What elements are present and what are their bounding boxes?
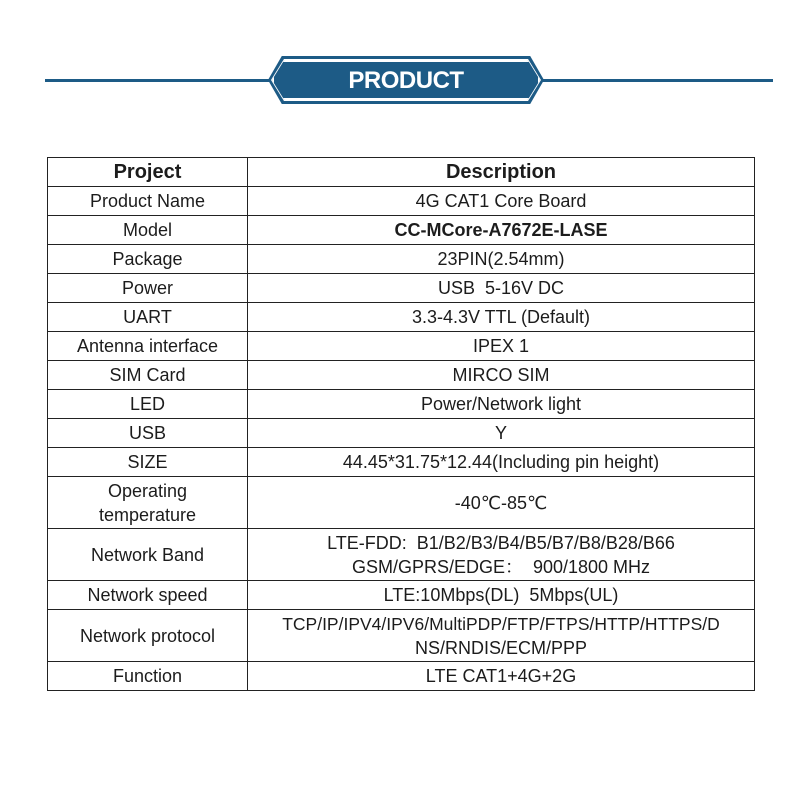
row-description-cell: MIRCO SIM xyxy=(248,361,755,390)
row-project-cell: Network speed xyxy=(48,581,248,610)
table-row xyxy=(48,245,755,274)
row-description-cell: 4G CAT1 Core Board xyxy=(248,187,755,216)
row-project-cell: Antenna interface xyxy=(48,332,248,361)
row-description-cell: IPEX 1 xyxy=(248,332,755,361)
row-project-cell: SIZE xyxy=(48,448,248,477)
table-row xyxy=(48,303,755,332)
table-row xyxy=(48,216,755,245)
row-description-cell: 44.45*31.75*12.44(Including pin height) xyxy=(248,448,755,477)
description-line: TCP/IP/IPV4/IPV6/MultiPDP/FTP/FTPS/HTTP/HTTPS/D xyxy=(282,613,720,634)
column-header-description: Description xyxy=(248,158,755,187)
table-row xyxy=(48,662,755,691)
row-project-cell: Network Band xyxy=(48,529,248,581)
row-project-cell: Product Name xyxy=(48,187,248,216)
column-header-project: Project xyxy=(48,158,248,187)
row-project-cell: Model xyxy=(48,216,248,245)
table-row xyxy=(48,477,755,529)
page-title: PRODUCT PARAMETERS xyxy=(325,67,487,144)
row-project-cell: SIM Card xyxy=(48,361,248,390)
table-row xyxy=(48,274,755,303)
row-project-cell: UART xyxy=(48,303,248,332)
table-row xyxy=(48,448,755,477)
row-description-cell xyxy=(248,610,755,662)
row-project-cell: Function xyxy=(48,662,248,691)
row-project-cell: Power xyxy=(48,274,248,303)
table-row xyxy=(48,187,755,216)
table-header-row xyxy=(48,158,755,187)
row-description-cell xyxy=(248,529,755,581)
row-project-cell: LED xyxy=(48,390,248,419)
row-description-cell: 3.3-4.3V TTL (Default) xyxy=(248,303,755,332)
table-row xyxy=(48,332,755,361)
row-project-cell: Package xyxy=(48,245,248,274)
row-description-cell: Y xyxy=(248,419,755,448)
row-project-cell: USB xyxy=(48,419,248,448)
row-project-cell: Network protocol xyxy=(48,610,248,662)
product-parameters-table xyxy=(47,157,755,691)
model-value-cell: CC-MCore-A7672E-LASE xyxy=(248,216,755,245)
row-description-cell: 23PIN(2.54mm) xyxy=(248,245,755,274)
row-description-cell: USB 5-16V DC xyxy=(248,274,755,303)
table-row xyxy=(48,419,755,448)
row-description-cell: LTE CAT1+4G+2G xyxy=(248,662,755,691)
table-row xyxy=(48,361,755,390)
table-row xyxy=(48,581,755,610)
description-line: NS/RNDIS/ECM/PPP xyxy=(414,637,588,658)
row-description-cell: Power/Network light xyxy=(248,390,755,419)
table-row xyxy=(48,529,755,581)
row-description-cell: LTE:10Mbps(DL) 5Mbps(UL) xyxy=(248,581,755,610)
table-row xyxy=(48,390,755,419)
table-row xyxy=(48,610,755,662)
row-description-cell: -40℃-85℃ xyxy=(248,477,755,529)
description-line: GSM/GPRS/EDGE： 900/1800 MHz xyxy=(351,556,651,577)
row-project-cell: Operating temperature xyxy=(48,477,248,529)
description-line: LTE-FDD: B1/B2/B3/B4/B5/B7/B8/B28/B66 xyxy=(327,532,675,553)
